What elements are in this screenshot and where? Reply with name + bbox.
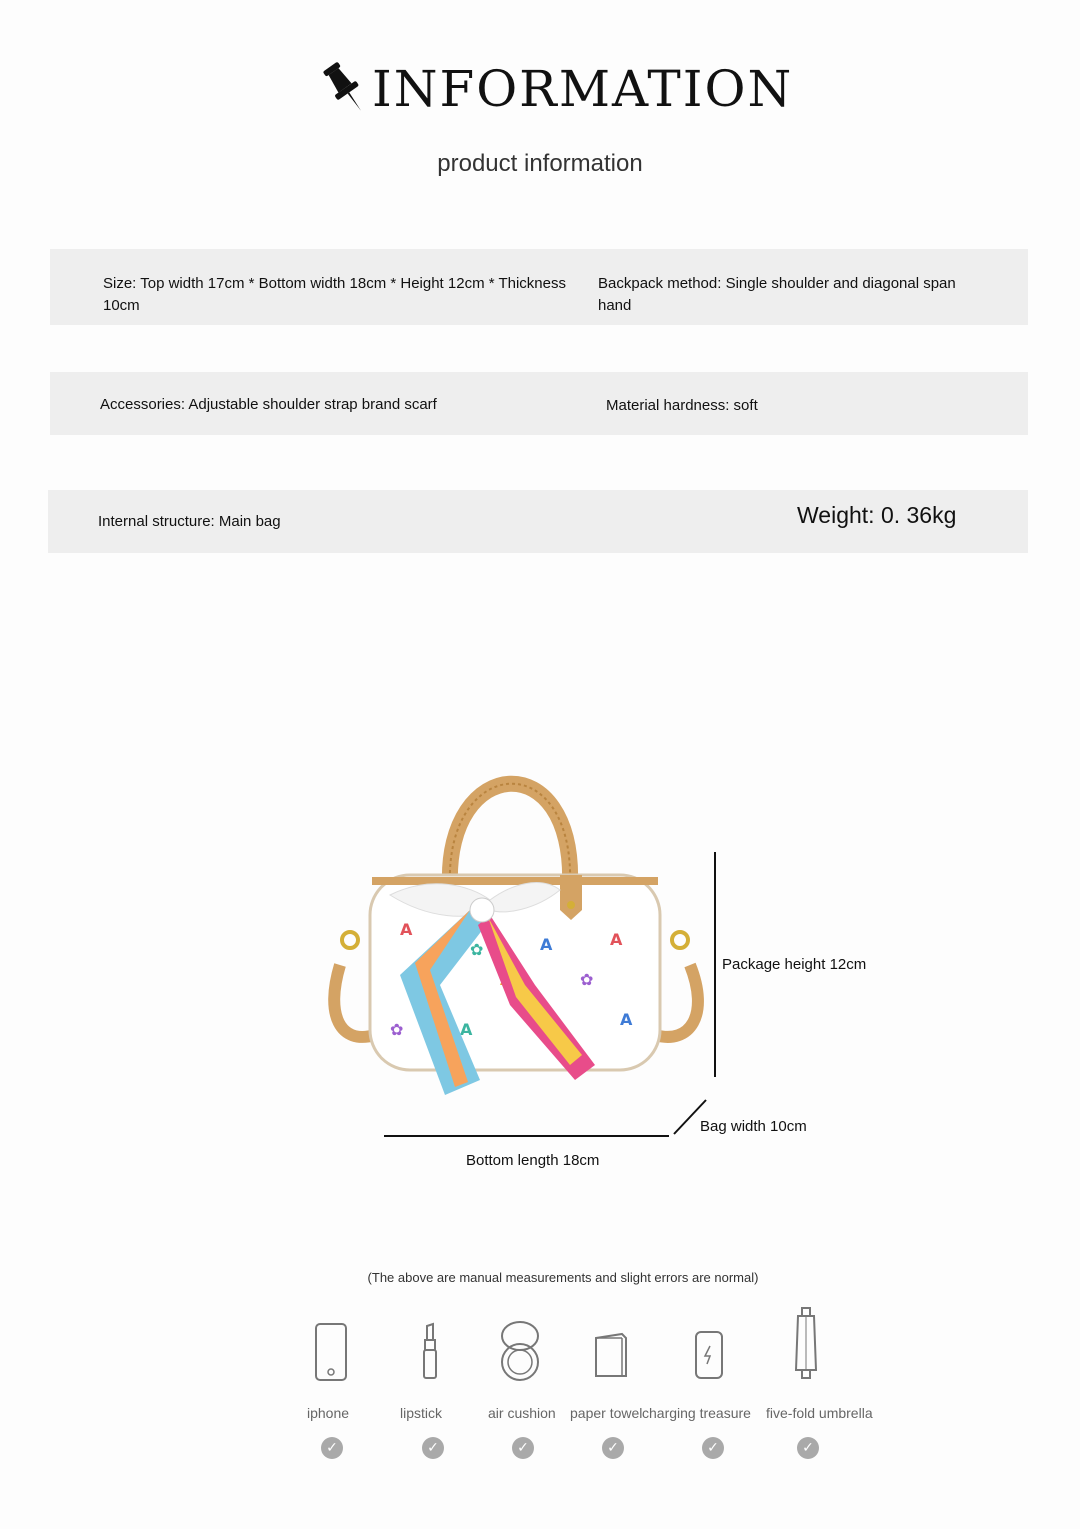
check-icon: ✓	[512, 1437, 534, 1459]
bag-width-label: Bag width 10cm	[700, 1118, 807, 1135]
bottom-length-label: Bottom length 18cm	[466, 1152, 600, 1169]
package-height-label: Package height 12cm	[722, 956, 867, 973]
item-label-charging-treasure: charging treasure	[642, 1405, 751, 1421]
bottom-dimension-line	[384, 1135, 669, 1137]
size-spec: Size: Top width 17cm * Bottom width 18cm * Height 12cm * Thickness 10cm	[103, 275, 566, 314]
svg-text:A: A	[460, 1020, 473, 1039]
svg-text:✿: ✿	[390, 1020, 404, 1039]
lipstick-icon	[420, 1322, 440, 1382]
weight-spec: Weight: 0. 36kg	[797, 502, 957, 528]
accessories-spec: Accessories: Adjustable shoulder strap brand scarf	[100, 396, 437, 413]
check-icon: ✓	[321, 1437, 343, 1459]
svg-text:A: A	[620, 1010, 633, 1029]
page-subtitle: product information	[437, 150, 643, 177]
svg-text:A: A	[540, 935, 553, 954]
info-row-3	[48, 490, 1028, 553]
measurement-note: (The above are manual measurements and slight errors are normal)	[367, 1270, 759, 1285]
handbag-image	[320, 735, 710, 1105]
info-row-2	[50, 372, 1028, 435]
check-icon: ✓	[797, 1437, 819, 1459]
item-label-paper-towel: paper towel	[570, 1405, 643, 1421]
capacity-items	[0, 1300, 1080, 1470]
compact-icon	[502, 1322, 538, 1380]
phone-icon	[313, 1322, 349, 1382]
power-bank-icon	[694, 1330, 724, 1380]
backpack-method-spec: Backpack method: Single shoulder and diagonal span hand	[598, 275, 956, 314]
height-dimension-line	[714, 852, 716, 1077]
umbrella-icon	[792, 1304, 820, 1382]
tissue-icon	[592, 1330, 630, 1380]
check-icon: ✓	[422, 1437, 444, 1459]
internal-structure-spec: Internal structure: Main bag	[98, 513, 281, 530]
item-label-lipstick: lipstick	[400, 1405, 443, 1421]
check-icon: ✓	[702, 1437, 724, 1459]
info-row-1	[50, 249, 1028, 325]
material-hardness-spec: Material hardness: soft	[606, 397, 758, 414]
page-title: INFORMATION	[372, 60, 794, 118]
item-label-umbrella: five-fold umbrella	[766, 1405, 873, 1421]
item-label-air-cushion: air cushion	[488, 1405, 556, 1421]
check-icon: ✓	[602, 1437, 624, 1459]
svg-text:✿: ✿	[580, 970, 594, 989]
pushpin-icon	[322, 58, 368, 120]
header	[0, 52, 1080, 132]
item-label-iphone: iphone	[307, 1405, 350, 1421]
svg-text:A: A	[400, 920, 413, 939]
svg-text:✿: ✿	[470, 940, 484, 959]
svg-text:A: A	[610, 930, 623, 949]
